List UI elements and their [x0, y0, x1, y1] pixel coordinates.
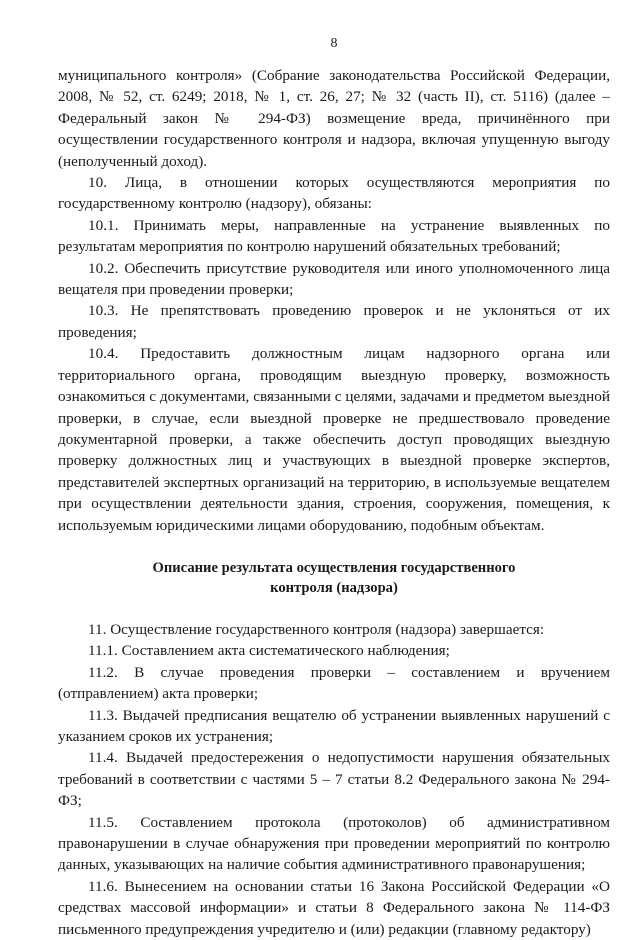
paragraph: 11.5. Составлением протокола (протоколов) об административном правонарушении в случае обнаружения при проведении мероприятий по контролю данных, указывающих на наличие события административного правонарушения;: [58, 813, 610, 874]
paragraphs-bottom: [58, 619, 610, 940]
paragraph: 11.2. В случае проведения проверки – составлением и вручением (отправлением) акта проверки;: [58, 663, 610, 703]
paragraph: 10.2. Обеспечить присутствие руководителя или иного уполномоченного лица вещателя при проведении проверки;: [58, 259, 610, 299]
section-heading-line: Описание результата осуществления государственного: [152, 559, 516, 576]
paragraph: 11.3. Выдачей предписания вещателю об устранении выявленных нарушений с указанием сроков их устранения;: [58, 706, 610, 745]
paragraph: 11. Осуществление государственного контроля (надзора) завершается:: [88, 620, 545, 638]
section-heading-line: контроля (надзора): [270, 579, 398, 596]
paragraph: 10. Лица, в отношении которых осуществляются мероприятия по государственному контролю (надзору), обязаны:: [58, 174, 610, 213]
paragraph: 11.6. Вынесением на основании статьи 16 Закона Российской Федерации «О средствах массовой информации» и статьи 8 Федерального закона № 114-ФЗ письменного предупреждения учредителю и (или) редакции (главному редактору): [58, 877, 610, 938]
paragraph: 11.4. Выдачей предостережения о недопустимости нарушения обязательных требований в соответствии с частями 5 – 7 статьи 8.2 Федерального закона № 294-ФЗ;: [58, 749, 610, 810]
page-number: 8: [330, 36, 338, 51]
section-heading: [58, 558, 610, 598]
paragraph: муниципального контроля» (Собрание законодательства Российской Федерации, 2008, № 52, ст. 6249; 2018, № 1, ст. 26, 27; № 32 (часть II), ст. 5116) (далее – Федеральный закон № 294-ФЗ) возмещение вреда, причинённого при осуществлении государственного контроля и надзора, включая упущенную выгоду (неполученный доход).: [58, 67, 610, 170]
paragraph: 10.4. Предоставить должностным лицам надзорного органа или территориального органа, проводящим выездную проверку, возможность ознакомиться с документами, связанными с целями, задачами и предметом выездной проверки, в случае, если выездной проверке не предшествовало проведение документарной проверки, а также обеспечить доступ проводящих выездную проверку должностных лиц и участвующих в выездной проверке экспертов, представителей экспертных организаций на территорию, в используемые вещателем при осуществлении деятельности здания, строения, сооружения, помещения, к используемым юридическими лицами оборудованию, подобным объектам.: [58, 345, 610, 534]
paragraph: 10.3. Не препятствовать проведению проверок и не уклоняться от их проведения;: [58, 302, 610, 341]
paragraph: 11.1. Составлением акта систематического наблюдения;: [88, 642, 450, 660]
paragraphs-top: [58, 65, 610, 536]
paragraph: 10.1. Принимать меры, направленные на устранение выявленных по результатам мероприятия по контролю нарушений обязательных требований;: [58, 216, 610, 256]
